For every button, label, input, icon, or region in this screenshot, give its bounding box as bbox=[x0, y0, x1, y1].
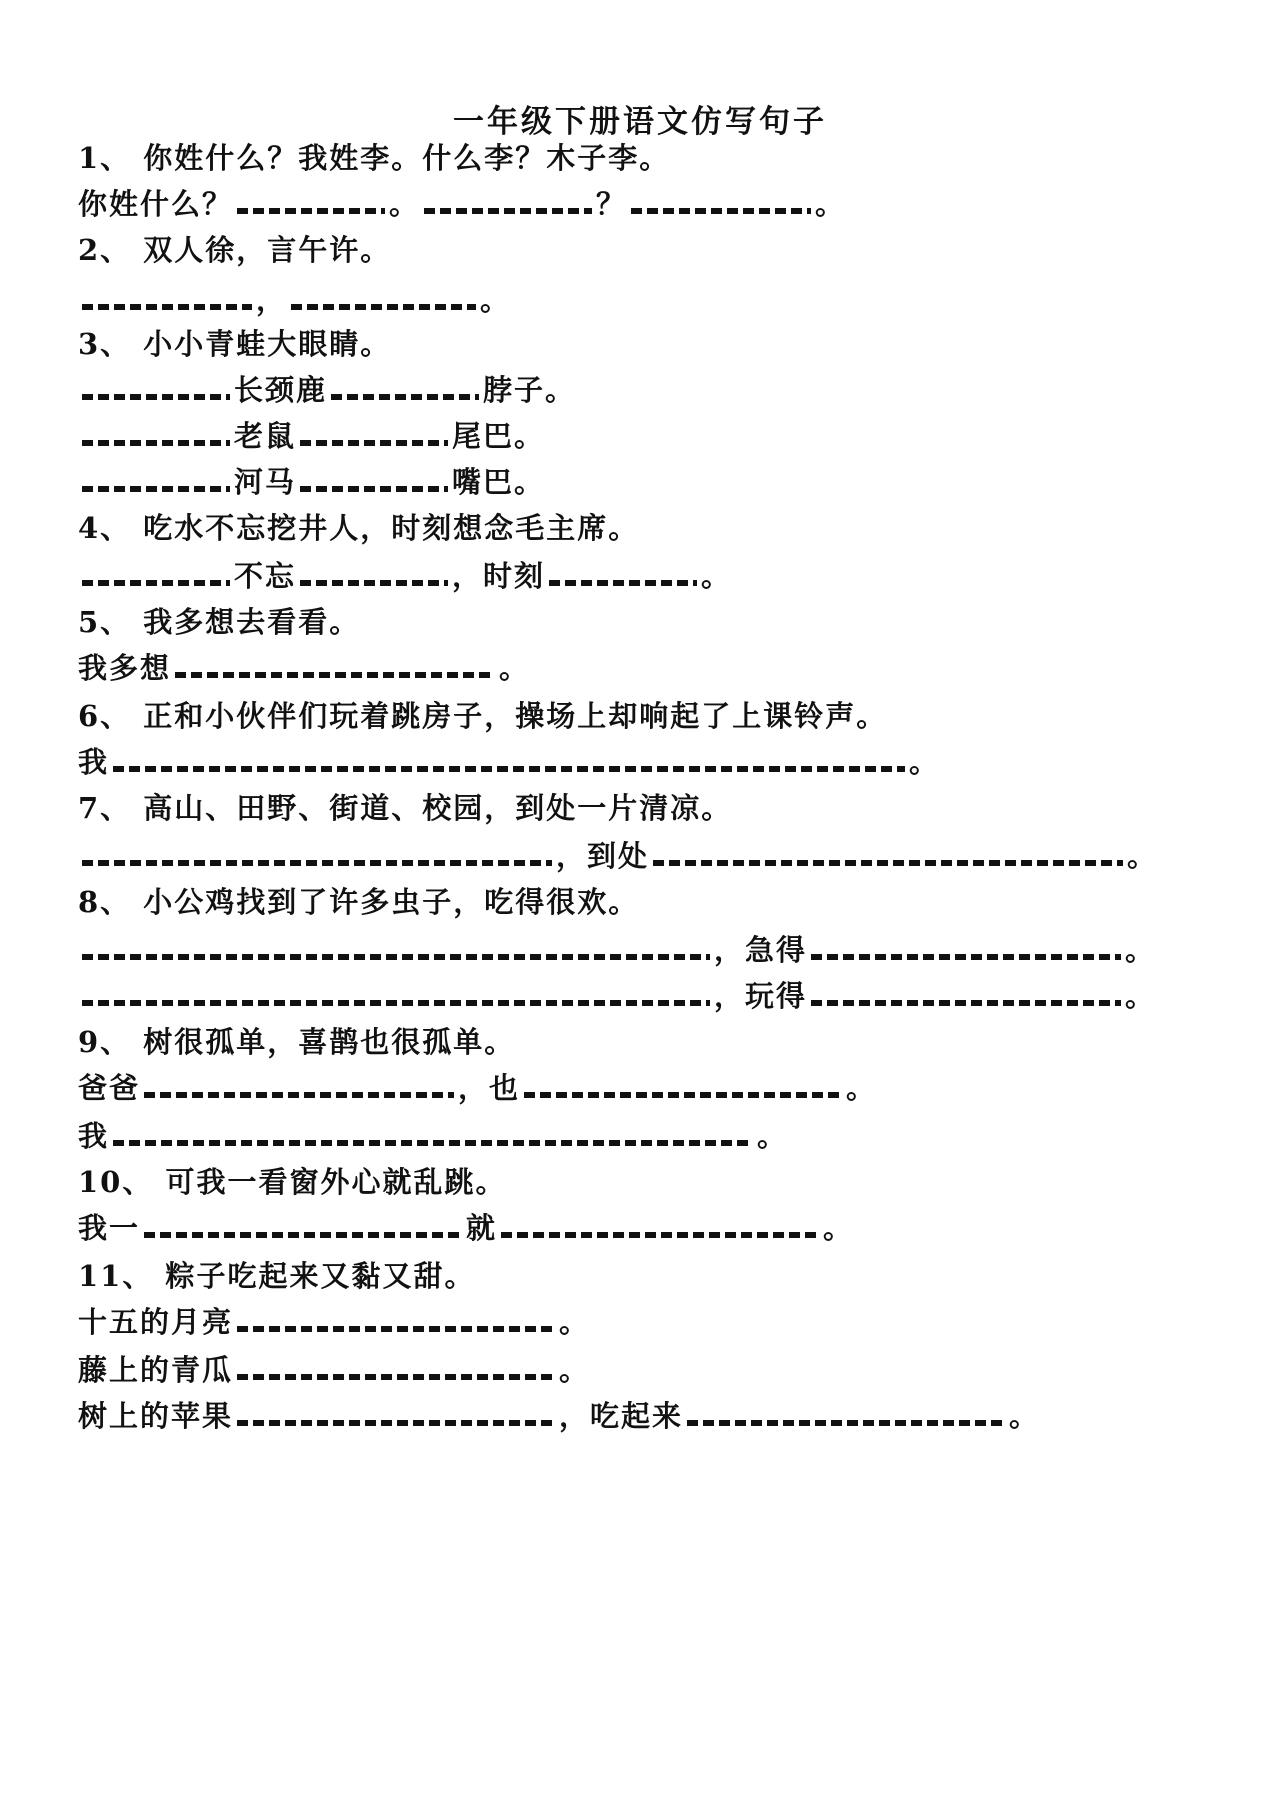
q1-fill-row bbox=[78, 184, 846, 224]
q7-blank-1[interactable] bbox=[82, 860, 552, 866]
q9-fill-row-2 bbox=[78, 1116, 788, 1156]
q11-fill-row-3 bbox=[78, 1396, 1040, 1436]
q5-example: 5、 我多想去看看。 bbox=[78, 605, 361, 639]
q10-prefix: 我一 bbox=[78, 1211, 141, 1245]
q4-word-2: ，时刻 bbox=[452, 559, 546, 593]
q4-fill-row bbox=[78, 556, 732, 596]
q11-subject: 十五的月亮 bbox=[78, 1305, 234, 1339]
q11-subject: 藤上的青瓜 bbox=[78, 1353, 234, 1387]
q3-fill-row-3 bbox=[78, 462, 545, 502]
q4-end: 。 bbox=[701, 559, 733, 593]
q11-example: 11、 粽子吃起来又黏又甜。 bbox=[78, 1259, 476, 1293]
q3-part: 嘴巴。 bbox=[452, 465, 546, 499]
q8-blank[interactable] bbox=[82, 954, 710, 960]
q9-blank[interactable] bbox=[113, 1140, 753, 1146]
q6-fill-row bbox=[78, 742, 940, 782]
q11-fill-row-2 bbox=[78, 1350, 590, 1390]
q1-blank-3[interactable] bbox=[631, 208, 811, 214]
q5-blank[interactable] bbox=[175, 672, 495, 678]
q8-end: 。 bbox=[1125, 933, 1157, 967]
q3-blank[interactable] bbox=[331, 394, 479, 400]
q8-word-2: ，玩得 bbox=[714, 979, 808, 1013]
q6-prefix: 我 bbox=[78, 745, 110, 779]
q10-end: 。 bbox=[823, 1211, 855, 1245]
q3-part: 脖子。 bbox=[483, 373, 577, 407]
q3-blank[interactable] bbox=[82, 394, 230, 400]
q9-example: 9、 树很孤单，喜鹊也很孤单。 bbox=[78, 1025, 516, 1059]
q8-fill-row-1 bbox=[78, 930, 1156, 970]
q7-end: 。 bbox=[1127, 839, 1159, 873]
q6-end: 。 bbox=[909, 745, 941, 779]
q3-animal: 河马 bbox=[234, 465, 297, 499]
q8-example: 8、 小公鸡找到了许多虫子，吃得很欢。 bbox=[78, 885, 640, 919]
q1-end: 。 bbox=[815, 187, 847, 221]
q3-example: 3、 小小青蛙大眼睛。 bbox=[78, 327, 392, 361]
q3-blank[interactable] bbox=[300, 440, 448, 446]
q9-fill-row-1 bbox=[78, 1068, 877, 1108]
q4-blank-2[interactable] bbox=[300, 580, 448, 586]
q7-example: 7、 高山、田野、街道、校园，到处一片清凉。 bbox=[78, 791, 733, 825]
q11-subject: 树上的苹果 bbox=[78, 1399, 234, 1433]
q3-fill-row-2 bbox=[78, 416, 545, 456]
q8-blank[interactable] bbox=[82, 1000, 710, 1006]
q9-end: 。 bbox=[846, 1071, 878, 1105]
q3-part: 尾巴。 bbox=[452, 419, 546, 453]
q4-example: 4、 吃水不忘挖井人，时刻想念毛主席。 bbox=[78, 511, 640, 545]
q10-fill-row bbox=[78, 1208, 854, 1248]
q11-blank[interactable] bbox=[237, 1326, 555, 1332]
q8-fill-row-2 bbox=[78, 976, 1156, 1016]
q2-example: 2、 双人徐，言午许。 bbox=[78, 233, 392, 267]
q4-blank-1[interactable] bbox=[82, 580, 230, 586]
q3-blank[interactable] bbox=[300, 486, 448, 492]
q11-end: 。 bbox=[1009, 1399, 1041, 1433]
q2-mid: ， bbox=[256, 283, 288, 317]
q1-mark-2: ？ bbox=[596, 187, 628, 221]
q9-mid: ，也 bbox=[458, 1071, 521, 1105]
q1-example: 1、 你姓什么？我姓李。什么李？木子李。 bbox=[78, 141, 671, 175]
q9-prefix-2: 我 bbox=[78, 1119, 110, 1153]
q9-prefix-1: 爸爸 bbox=[78, 1071, 141, 1105]
q2-blank-1[interactable] bbox=[82, 304, 252, 310]
q3-blank[interactable] bbox=[82, 486, 230, 492]
q7-blank-2[interactable] bbox=[653, 860, 1123, 866]
q2-fill-row bbox=[78, 280, 511, 320]
q7-fill-row bbox=[78, 836, 1158, 876]
q11-end: 。 bbox=[559, 1305, 591, 1339]
q3-blank[interactable] bbox=[82, 440, 230, 446]
q11-blank[interactable] bbox=[237, 1374, 555, 1380]
q7-mid: ，到处 bbox=[556, 839, 650, 873]
q9-blank[interactable] bbox=[144, 1092, 454, 1098]
q5-prefix: 我多想 bbox=[78, 651, 172, 685]
q5-end: 。 bbox=[499, 651, 531, 685]
q10-mid: 就 bbox=[466, 1211, 498, 1245]
q4-blank-3[interactable] bbox=[549, 580, 697, 586]
q8-blank[interactable] bbox=[811, 1000, 1121, 1006]
q8-word-1: ，急得 bbox=[714, 933, 808, 967]
q11-mid: ，吃起来 bbox=[559, 1399, 684, 1433]
q9-blank[interactable] bbox=[524, 1092, 842, 1098]
q10-example: 10、 可我一看窗外心就乱跳。 bbox=[78, 1165, 507, 1199]
q3-animal: 老鼠 bbox=[234, 419, 297, 453]
q5-fill-row bbox=[78, 648, 530, 688]
q1-mark-1: 。 bbox=[389, 187, 421, 221]
q11-blank[interactable] bbox=[687, 1420, 1005, 1426]
q8-blank[interactable] bbox=[811, 954, 1121, 960]
q1-blank-1[interactable] bbox=[237, 208, 385, 214]
q6-example: 6、 正和小伙伴们玩着跳房子，操场上却响起了上课铃声。 bbox=[78, 699, 888, 733]
q11-fill-row-1 bbox=[78, 1302, 590, 1342]
q11-blank[interactable] bbox=[237, 1420, 555, 1426]
q3-animal: 长颈鹿 bbox=[234, 373, 328, 407]
q10-blank[interactable] bbox=[144, 1232, 462, 1238]
q3-fill-row-1 bbox=[78, 370, 576, 410]
q1-blank-2[interactable] bbox=[424, 208, 592, 214]
q8-end: 。 bbox=[1125, 979, 1157, 1013]
q9-end: 。 bbox=[757, 1119, 789, 1153]
q6-blank[interactable] bbox=[113, 766, 905, 772]
q2-blank-2[interactable] bbox=[291, 304, 476, 310]
q2-end: 。 bbox=[480, 283, 512, 317]
q11-end: 。 bbox=[559, 1353, 591, 1387]
q1-prompt: 你姓什么？ bbox=[78, 187, 234, 221]
q4-word-1: 不忘 bbox=[234, 559, 297, 593]
q10-blank[interactable] bbox=[501, 1232, 819, 1238]
page-title: 一年级下册语文仿写句子 bbox=[453, 104, 827, 140]
